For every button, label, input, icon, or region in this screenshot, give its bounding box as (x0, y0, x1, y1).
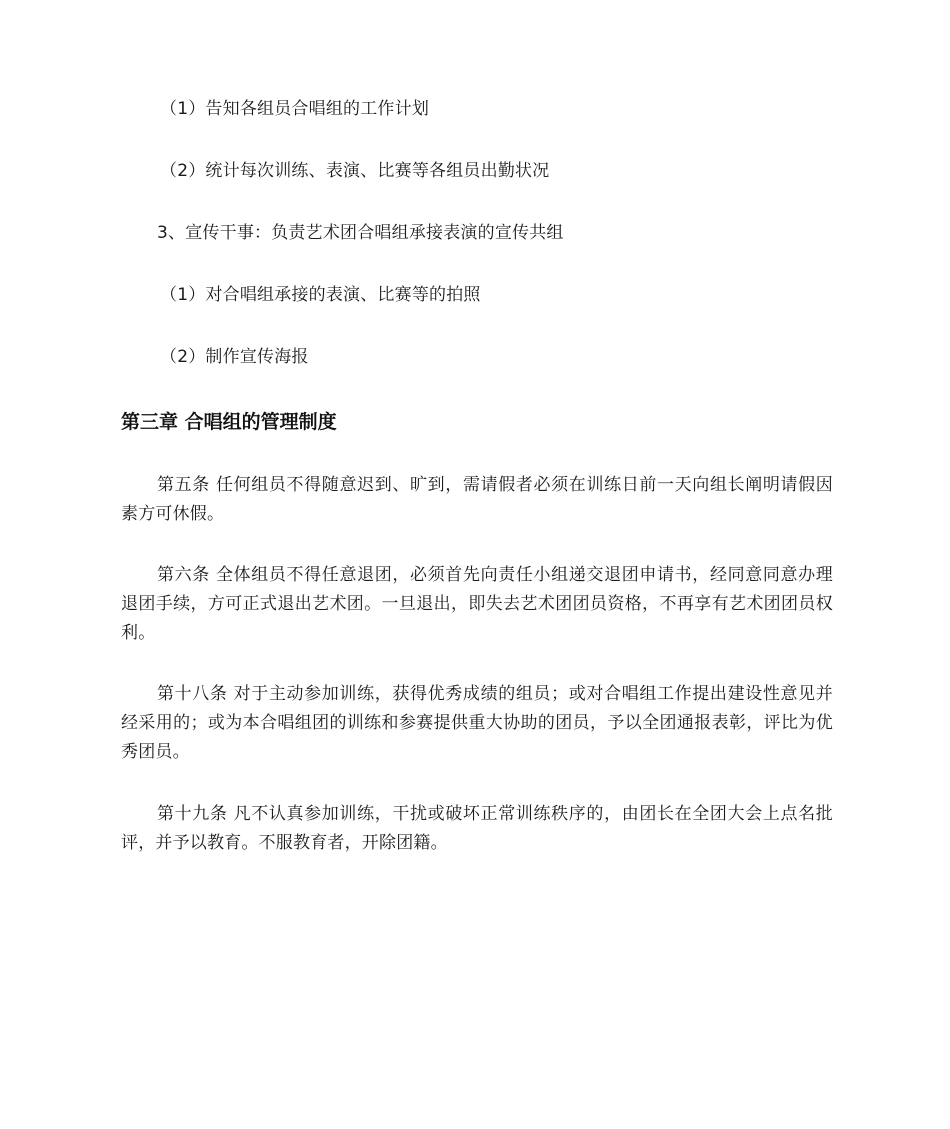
article-text: 任何组员不得随意迟到、旷到，需请假者必须在训练日前一天向组长阐明请假因素方可休假。 (121, 475, 833, 524)
article-19 (121, 800, 833, 858)
list-item-posters: （2）制作宣传海报 (160, 347, 309, 367)
list-item-attendance: （2）统计每次训练、表演、比赛等各组员出勤状况 (160, 161, 550, 181)
article-text: 对于主动参加训练，获得优秀成绩的组员；或对合唱组工作提出建设性意见并经采用的；或为本合唱组团的训练和参赛提供重大协助的团员，予以全团通报表彰，评比为优秀团员。 (121, 684, 833, 762)
list-item-publicity-officer: 3、宣传干事：负责艺术团合唱组承接表演的宣传共组 (157, 223, 564, 243)
article-number: 第五条 (157, 475, 210, 495)
article-number: 第六条 (157, 565, 210, 585)
article-5 (121, 471, 833, 529)
list-item-notify-plan: （1）告知各组员合唱组的工作计划 (160, 99, 430, 119)
article-18 (121, 680, 833, 767)
article-number: 第十八条 (157, 684, 228, 704)
chapter-heading: 第三章 合唱组的管理制度 (121, 411, 337, 433)
article-number: 第十九条 (157, 804, 228, 824)
article-text: 凡不认真参加训练，干扰或破坏正常训练秩序的，由团长在全团大会上点名批评，并予以教育。不服教育者，开除团籍。 (121, 804, 833, 853)
article-6 (121, 561, 833, 648)
article-text: 全体组员不得任意退团，必须首先向责任小组递交退团申请书，经同意同意办理退团手续，方可正式退出艺术团。一旦退出，即失去艺术团团员资格，不再享有艺术团团员权利。 (121, 565, 833, 643)
list-item-photography: （1）对合唱组承接的表演、比赛等的拍照 (160, 285, 481, 305)
